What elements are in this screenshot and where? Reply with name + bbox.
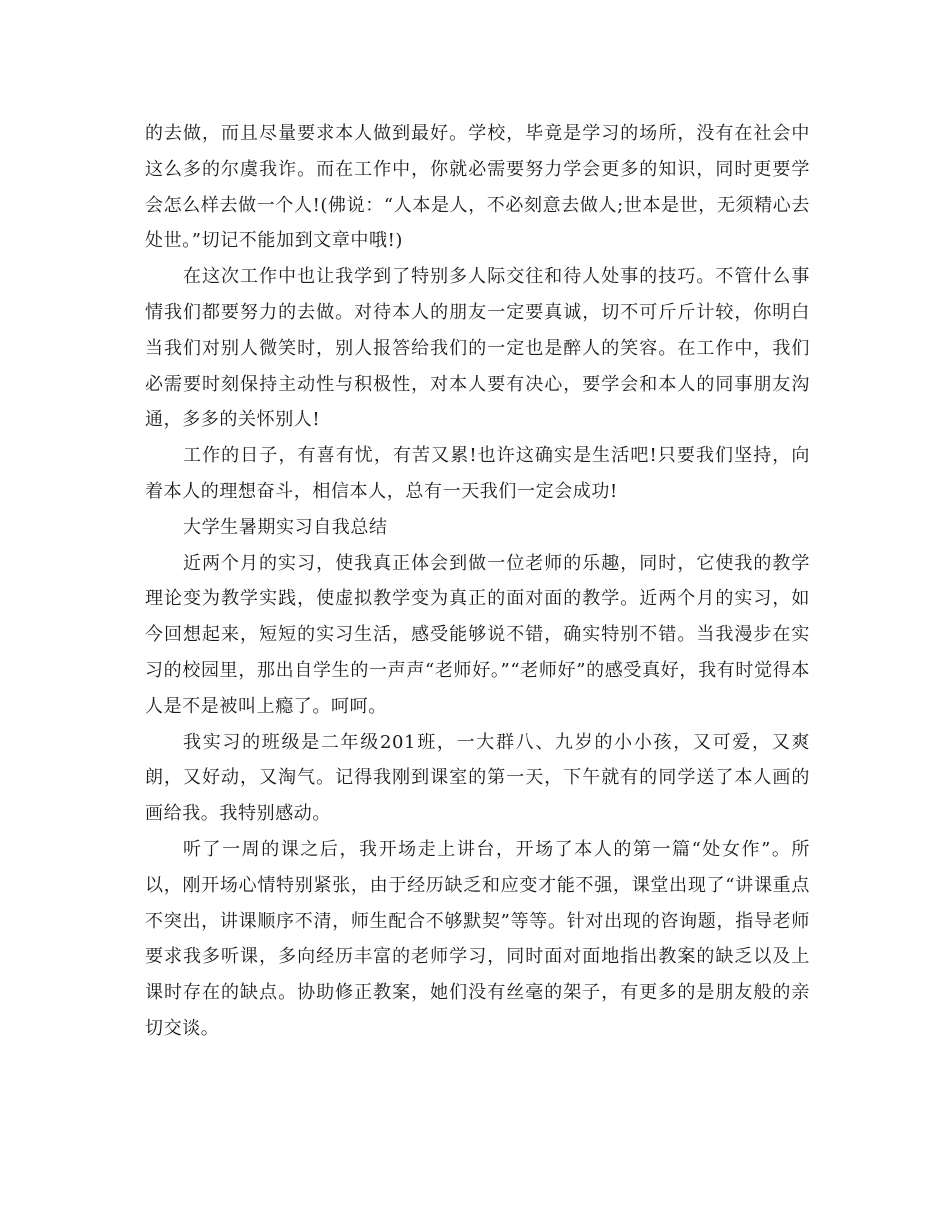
paragraph-class-description: 我实习的班级是二年级201班，一大群八、九岁的小小孩，又可爱，又爽朗，又好动，又淘气。记得我刚到课室的第一天，下午就有的同学送了本人画的画给我。我特别感动。 bbox=[145, 731, 810, 825]
paragraph-internship-intro: 近两个月的实习，使我真正体会到做一位老师的乐趣，同时，它使我的教学理论变为教学实践，使虚拟教学变为真正的面对面的教学。近两个月的实习，如今回想起来，短短的实习生活，感受能够说不错，确实特别不错。当我漫步在实习的校园里，那出自学生的一声声“老师好。”“老师好”的感受真好，我有时觉得本人是不是被叫上瘾了。呵呵。 bbox=[145, 552, 810, 717]
paragraph-work-days: 工作的日子，有喜有忧，有苦又累!也许这确实是生活吧!只要我们坚持，向着本人的理想奋斗，相信本人，总有一天我们一定会成功! bbox=[145, 445, 810, 502]
paragraph-continuation: 的去做，而且尽量要求本人做到最好。学校，毕竟是学习的场所，没有在社会中这么多的尔虞我诈。而在工作中，你就必需要努力学会更多的知识，同时更要学会怎么样去做一个人!(佛说：“人本是人，不必刻意去做人;世本是世，无须精心去处世。”切记不能加到文章中哦!) bbox=[145, 123, 810, 252]
document-body bbox=[145, 116, 810, 1047]
paragraph-interpersonal-skills: 在这次工作中也让我学到了特别多人际交往和待人处事的技巧。不管什么事情我们都要努力的去做。对待本人的朋友一定要真诚，切不可斤斤计较，你明白当我们对别人微笑时，别人报答给我们的一定也是醉人的笑容。在工作中，我们必需要时刻保持主动性与积极性，对本人要有决心，要学会和本人的同事朋友沟通，多多的关怀别人! bbox=[145, 266, 810, 431]
paragraph-first-lesson: 听了一周的课之后，我开场走上讲台，开场了本人的第一篇“处女作”。所以，刚开场心情特别紧张，由于经历缺乏和应变才能不强，课堂出现了“讲课重点不突出，讲课顺序不清，师生配合不够默契”等等。针对出现的咨询题，指导老师要求我多听课，多向经历丰富的老师学习，同时面对面地指出教案的缺乏以及上课时存在的缺点。协助修正教案，她们没有丝毫的架子，有更多的是朋友般的亲切交谈。 bbox=[145, 838, 810, 1039]
section-heading: 大学生暑期实习自我总结 bbox=[183, 516, 388, 538]
